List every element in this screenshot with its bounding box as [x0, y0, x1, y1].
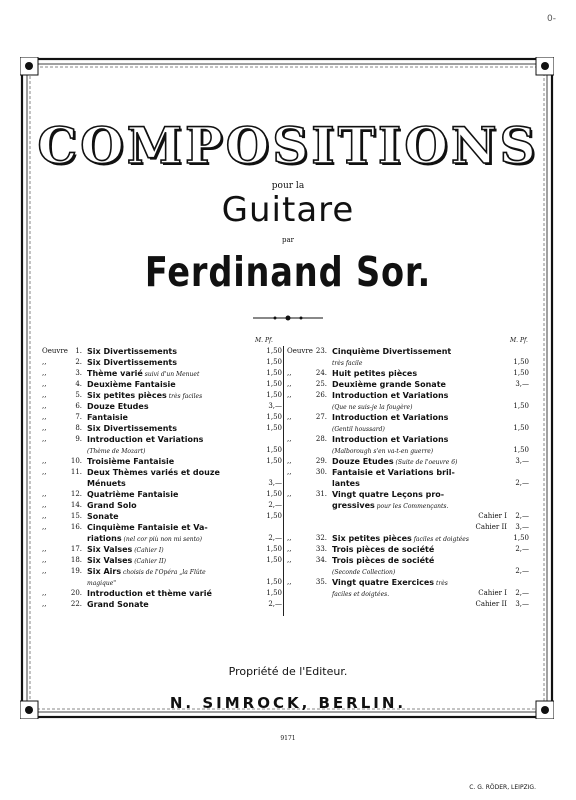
opus-prefix: ,,: [42, 512, 47, 520]
work-title-text: Thème varié: [87, 369, 143, 378]
composer-name: Ferdinand Sor.: [144, 248, 432, 296]
work-title-text: Introduction et Variations: [332, 391, 449, 400]
work-entry: [42, 412, 282, 423]
opus-number: 6.: [75, 402, 82, 410]
work-subtitle: faciles et doigtées: [411, 536, 469, 543]
work-title: [332, 379, 446, 390]
price: 2,—: [515, 545, 529, 553]
work-title-text: Cinquième Fantaisie et Va-: [87, 523, 208, 532]
work-title: [87, 500, 137, 511]
work-title-text: Fantaisie et Variations bril-: [332, 468, 455, 477]
work-title-text: Quatrième Fantaisie: [87, 490, 179, 499]
work-title-text: Deuxième Fantaisie: [87, 380, 176, 389]
work-title: [332, 467, 455, 478]
currency-header-left: M. Pf.: [255, 337, 273, 344]
work-title: [87, 599, 149, 610]
work-title: [87, 423, 177, 434]
work-title-text: Six Valses: [87, 556, 133, 565]
work-entry: [287, 500, 529, 511]
price: 1,50: [266, 490, 282, 498]
work-entry: [42, 346, 282, 357]
price: 1,50: [266, 358, 282, 366]
work-entry: [287, 445, 529, 456]
work-title-text: Deuxième grande Sonate: [332, 380, 446, 389]
opus-prefix: ,,: [42, 435, 47, 443]
price: 1,50: [266, 424, 282, 432]
work-subtitle: (Suite de l'oeuvre 6): [393, 459, 458, 466]
work-entry: [287, 599, 529, 610]
work-title: [87, 401, 149, 412]
opus-prefix: ,,: [42, 358, 47, 366]
price: 1,50: [513, 369, 529, 377]
price: 1,50: [513, 402, 529, 410]
price: 3,—: [515, 523, 529, 531]
work-subtitle: faciles et doigtées.: [332, 591, 390, 598]
opus-number: 32.: [315, 534, 327, 542]
price: 2,—: [268, 501, 282, 509]
opus-number: 30.: [315, 468, 327, 476]
work-title-text: Six Airs: [87, 567, 122, 576]
work-entry: [42, 423, 282, 434]
opus-number: 12.: [70, 490, 82, 498]
opus-number: 33.: [315, 545, 327, 553]
price: 3,—: [515, 380, 529, 388]
price: 1,50: [266, 512, 282, 520]
work-title: [87, 588, 212, 599]
work-subtitle: (Que ne suis-je la fougère): [332, 404, 413, 411]
work-title: [87, 489, 178, 500]
work-title-text: Introduction et thème varié: [87, 589, 212, 598]
price: 1,50: [266, 578, 282, 586]
opus-prefix: Oeuvre: [287, 347, 313, 355]
price: 1,50: [266, 413, 282, 421]
opus-number: 20.: [70, 589, 82, 597]
work-subtitle: très faciles: [166, 393, 203, 400]
work-title-text: Grand Solo: [87, 501, 137, 510]
work-entry: [42, 368, 282, 379]
work-subtitle: très facile: [332, 360, 363, 367]
works-list-right: [287, 346, 529, 610]
opus-prefix: ,,: [42, 567, 47, 575]
opus-number: 11.: [70, 468, 82, 476]
work-entry: [42, 522, 282, 533]
price: 1,50: [266, 369, 282, 377]
work-title-text: Introduction et Variations: [332, 413, 449, 422]
work-title: [332, 555, 434, 566]
opus-number: 1.: [75, 347, 82, 355]
work-title-text: Huit petites pièces: [332, 369, 418, 378]
price: 3,—: [515, 457, 529, 465]
work-title-text: Trois pièces de société: [332, 545, 435, 554]
work-subtitle: (Thème de Mozart): [87, 448, 146, 455]
price: 1,50: [266, 446, 282, 454]
work-entry: [287, 346, 529, 357]
work-title: [87, 379, 176, 390]
opus-number: 4.: [75, 380, 82, 388]
work-entry: [287, 533, 529, 544]
opus-number: 8.: [75, 424, 82, 432]
opus-prefix: ,,: [42, 556, 47, 564]
opus-prefix: ,,: [287, 457, 292, 465]
price: 2,—: [515, 567, 529, 575]
work-title: [87, 456, 174, 467]
work-entry: [42, 511, 282, 522]
work-title: [332, 368, 417, 379]
ornament-divider: [253, 314, 323, 322]
cahier-label: Cahier I: [478, 589, 507, 597]
opus-number: 14.: [70, 501, 82, 509]
price: 3,—: [268, 402, 282, 410]
price: 2,—: [515, 512, 529, 520]
price: 1,50: [513, 534, 529, 542]
price: 3,—: [268, 479, 282, 487]
price: 1,50: [513, 424, 529, 432]
work-title-text: Grand Sonate: [87, 600, 149, 609]
work-title-text: Douze Etudes: [332, 457, 394, 466]
work-entry: [287, 588, 529, 599]
opus-prefix: ,,: [287, 380, 292, 388]
work-title-text: Six petites pièces: [332, 534, 412, 543]
opus-prefix: ,,: [42, 501, 47, 509]
work-entry: [42, 588, 282, 599]
work-subtitle: très: [434, 580, 448, 587]
opus-number: 24.: [315, 369, 327, 377]
price: 1,50: [266, 545, 282, 553]
work-entry: [287, 456, 529, 467]
work-subtitle: (Seconde Collection): [332, 569, 396, 576]
price: 1,50: [513, 358, 529, 366]
opus-prefix: ,,: [287, 534, 292, 542]
work-title: [87, 478, 126, 489]
work-entry: [287, 555, 529, 566]
work-entry: [42, 390, 282, 401]
work-title: [332, 346, 451, 357]
opus-prefix: ,,: [42, 523, 47, 531]
work-entry: [42, 456, 282, 467]
opus-number: 17.: [70, 545, 82, 553]
work-title-text: lantes: [332, 479, 360, 488]
price: 1,50: [266, 391, 282, 399]
opus-prefix: ,,: [287, 556, 292, 564]
opus-number: 22.: [70, 600, 82, 608]
opus-prefix: ,,: [287, 578, 292, 586]
work-subtitle: choisis de l'Opéra „la Flûte: [121, 569, 206, 576]
opus-number: 16.: [70, 523, 82, 531]
opus-prefix: ,,: [42, 413, 47, 421]
work-title-text: gressives: [332, 501, 375, 510]
opus-prefix: ,,: [42, 380, 47, 388]
price: 1,50: [266, 457, 282, 465]
opus-prefix: ,,: [42, 369, 47, 377]
opus-number: 34.: [315, 556, 327, 564]
opus-prefix: ,,: [287, 468, 292, 476]
opus-number: 10.: [70, 457, 82, 465]
opus-prefix: ,,: [42, 424, 47, 432]
opus-number: 31.: [315, 490, 327, 498]
instrument-heading: Guitare: [221, 190, 355, 230]
opus-number: 5.: [75, 391, 82, 399]
work-title: [87, 467, 220, 478]
work-title-text: Six petites pièces: [87, 391, 167, 400]
opus-prefix: ,,: [287, 413, 292, 421]
price: 2,—: [268, 534, 282, 542]
opus-number: 28.: [315, 435, 327, 443]
opus-prefix: ,,: [42, 490, 47, 498]
work-entry: [287, 357, 529, 368]
work-title-text: Deux Thèmes variés et douze: [87, 468, 220, 477]
work-title-text: Cinquième Divertissement: [332, 347, 452, 356]
work-entry: [287, 544, 529, 555]
work-entry: [42, 445, 282, 456]
work-title: [332, 478, 360, 489]
work-subtitle: (nel cor più non mi sento): [121, 536, 202, 543]
opus-prefix: ,,: [42, 402, 47, 410]
work-entry: [42, 478, 282, 489]
price: 2,—: [515, 589, 529, 597]
opus-prefix: ,,: [42, 600, 47, 608]
opus-prefix: ,,: [42, 589, 47, 597]
work-entry: [42, 500, 282, 511]
work-title: [87, 357, 177, 368]
work-title-text: Fantaisie: [87, 413, 128, 422]
work-entry: [287, 434, 529, 445]
work-title-text: Introduction et Variations: [332, 435, 449, 444]
opus-number: 19.: [70, 567, 82, 575]
work-title-text: Six Divertissements: [87, 347, 177, 356]
opus-number: 25.: [315, 380, 327, 388]
work-title-text: Ménuets: [87, 479, 126, 488]
work-entry: [287, 511, 529, 522]
price: 1,50: [266, 589, 282, 597]
work-entry: [42, 555, 282, 566]
price: 1,50: [513, 446, 529, 454]
work-subtitle: (Malborough s'en va-t-en guerre): [332, 448, 434, 455]
opus-prefix: ,,: [287, 391, 292, 399]
price: 1,50: [266, 556, 282, 564]
work-entry: [42, 401, 282, 412]
corner-mark: 0-: [547, 14, 556, 24]
cahier-label: Cahier I: [478, 512, 507, 520]
work-entry: [287, 522, 529, 533]
work-title: [87, 346, 177, 357]
opus-number: 15.: [70, 512, 82, 520]
work-title-text: Six Divertissements: [87, 424, 177, 433]
plate-number: 9171: [280, 735, 296, 742]
work-entry: [287, 379, 529, 390]
opus-prefix: ,,: [287, 435, 292, 443]
work-title-text: Sonate: [87, 512, 119, 521]
work-title-text: Vingt quatre Leçons pro-: [332, 490, 445, 499]
work-entry: [42, 467, 282, 478]
opus-prefix: ,,: [287, 545, 292, 553]
work-title: [332, 390, 448, 401]
work-title: [87, 511, 119, 522]
work-entry: [42, 489, 282, 500]
work-title: [332, 434, 448, 445]
par-text: par: [281, 236, 294, 244]
property-notice: Propriété de l'Editeur.: [228, 665, 348, 678]
work-entry: [42, 434, 282, 445]
work-entry: [287, 390, 529, 401]
work-subtitle: suivi d'un Menuet: [142, 371, 200, 378]
work-title: [87, 434, 203, 445]
work-entry: [287, 401, 529, 412]
cahier-label: Cahier II: [475, 600, 507, 608]
cahier-label: Cahier II: [475, 523, 507, 531]
work-title-text: riations: [87, 534, 122, 543]
work-entry: [42, 599, 282, 610]
currency-header-right: M. Pf.: [510, 337, 528, 344]
price: 1,50: [266, 380, 282, 388]
work-entry: [287, 467, 529, 478]
column-divider: [283, 346, 284, 616]
opus-number: 7.: [75, 413, 82, 421]
opus-prefix: ,,: [42, 545, 47, 553]
work-title-text: Vingt quatre Exercices: [332, 578, 435, 587]
work-title: [332, 412, 448, 423]
opus-prefix: Oeuvre: [42, 347, 68, 355]
work-title: [332, 544, 434, 555]
work-subtitle: magique": [87, 580, 117, 587]
pour-la-text: pour la: [271, 181, 305, 191]
opus-number: 26.: [315, 391, 327, 399]
opus-number: 3.: [75, 369, 82, 377]
work-entry: [287, 368, 529, 379]
work-entry: [287, 489, 529, 500]
page-title: COMPOSITIONS: [37, 116, 539, 175]
printer-credit: C. G. RÖDER, LEIPZIG.: [469, 784, 536, 791]
work-subtitle: pour les Commençants.: [374, 503, 449, 510]
opus-prefix: ,,: [42, 468, 47, 476]
works-list-left: [42, 346, 282, 610]
work-title: [332, 489, 444, 500]
opus-number: 35.: [315, 578, 327, 586]
work-title-text: Introduction et Variations: [87, 435, 204, 444]
work-title-text: Six Divertissements: [87, 358, 177, 367]
opus-number: 23.: [315, 347, 327, 355]
opus-number: 2.: [75, 358, 82, 366]
work-title-text: Troisième Fantaisie: [87, 457, 175, 466]
work-entry: [42, 577, 282, 588]
work-entry: [42, 379, 282, 390]
price: 3,—: [515, 600, 529, 608]
work-entry: [287, 478, 529, 489]
work-entry: [287, 423, 529, 434]
opus-number: 18.: [70, 556, 82, 564]
work-entry: [42, 533, 282, 544]
work-title: [87, 412, 128, 423]
work-entry: [287, 412, 529, 423]
price: 2,—: [268, 600, 282, 608]
price: 2,—: [515, 479, 529, 487]
work-title: [87, 522, 208, 533]
work-title-text: Trois pièces de société: [332, 556, 435, 565]
work-entry: [287, 577, 529, 588]
opus-prefix: ,,: [287, 490, 292, 498]
opus-number: 29.: [315, 457, 327, 465]
work-entry: [287, 566, 529, 577]
price: 1,50: [266, 347, 282, 355]
work-entry: [42, 544, 282, 555]
work-title-text: Douze Etudes: [87, 402, 149, 411]
work-subtitle: (Cahier I): [132, 547, 164, 554]
publisher-name: N. SIMROCK, BERLIN.: [169, 694, 407, 712]
opus-number: 27.: [315, 413, 327, 421]
work-entry: [42, 566, 282, 577]
work-entry: [42, 357, 282, 368]
work-subtitle: (Gentil houssard): [332, 426, 385, 433]
opus-prefix: ,,: [42, 391, 47, 399]
opus-number: 9.: [75, 435, 82, 443]
opus-prefix: ,,: [42, 457, 47, 465]
work-title-text: Six Valses: [87, 545, 133, 554]
opus-prefix: ,,: [287, 369, 292, 377]
work-subtitle: (Cahier II): [132, 558, 166, 565]
